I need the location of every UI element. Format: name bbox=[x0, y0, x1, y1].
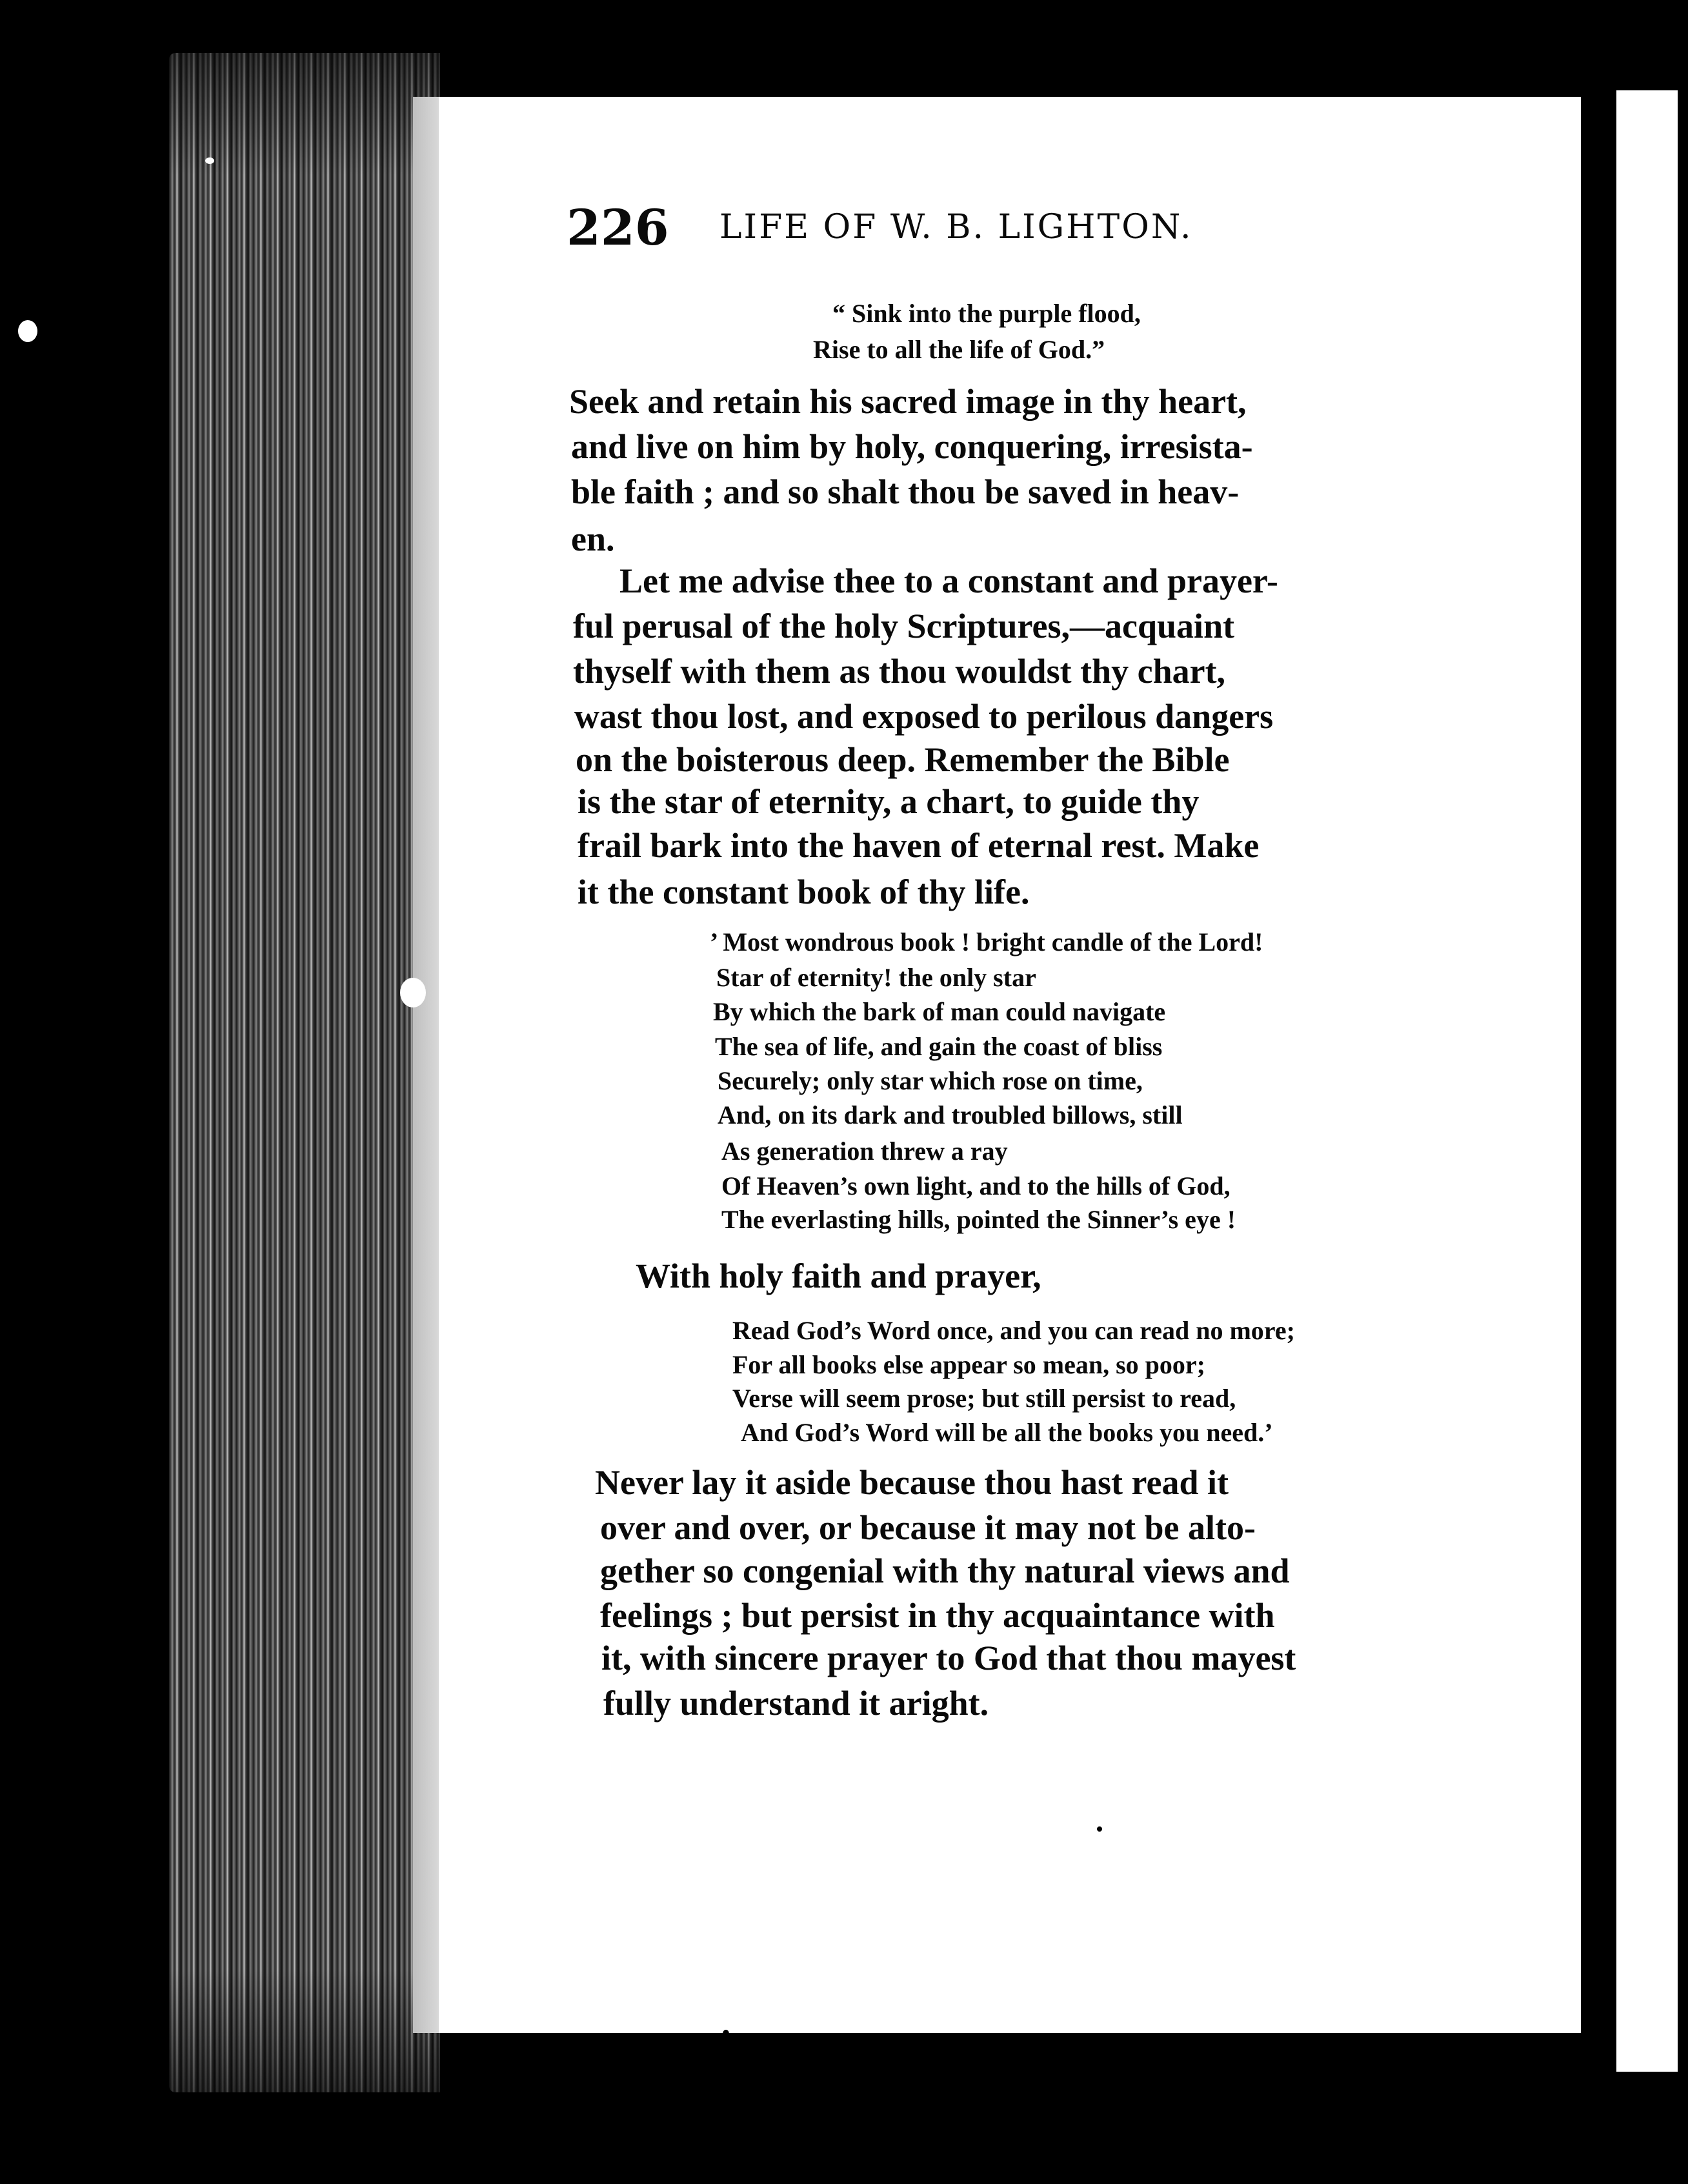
running-title: LIFE OF W. B. LIGHTON. bbox=[719, 208, 1193, 247]
paragraph-line: ful perusal of the holy Scriptures,—acquaint bbox=[573, 607, 1235, 645]
paragraph-line: en. bbox=[571, 520, 615, 558]
poem-line: Read God’s Word once, and you can read no more; bbox=[732, 1316, 1295, 1345]
poem-line: And God’s Word will be all the books you need.’ bbox=[741, 1418, 1273, 1447]
poem-line: For all books else appear so mean, so poor; bbox=[732, 1350, 1205, 1379]
poem-line: And, on its dark and troubled billows, still bbox=[718, 1100, 1183, 1129]
page-edges bbox=[169, 53, 440, 2092]
poem-line: ’ Most wondrous book ! bright candle of the Lord! bbox=[710, 927, 1263, 956]
paragraph-line: is the star of eternity, a chart, to guide thy bbox=[578, 782, 1200, 821]
couplet-line: Rise to all the life of God.” bbox=[813, 335, 1105, 364]
scan-speck bbox=[723, 2030, 729, 2037]
poem-line: Star of eternity! the only star bbox=[716, 963, 1036, 992]
poem-line: By which the bark of man could navigate bbox=[713, 997, 1166, 1026]
poem-line: As generation threw a ray bbox=[721, 1137, 1008, 1166]
scan-speck bbox=[400, 978, 426, 1007]
scan-speck bbox=[18, 320, 37, 342]
paragraph-line: gether so congenial with thy natural views and bbox=[600, 1552, 1290, 1590]
paragraph-line: on the boisterous deep. Remember the Bible bbox=[576, 740, 1230, 779]
paragraph-line: ble faith ; and so shalt thou be saved in heav- bbox=[571, 472, 1240, 511]
paragraph-line: thyself with them as thou wouldst thy chart, bbox=[573, 652, 1226, 691]
page-number: 226 bbox=[567, 199, 669, 256]
poem-line: The everlasting hills, pointed the Sinner’s eye ! bbox=[721, 1205, 1236, 1234]
paragraph-line: frail bark into the haven of eternal rest. Make bbox=[578, 826, 1260, 865]
paragraph-line: Let me advise thee to a constant and prayer- bbox=[619, 561, 1278, 600]
bridge-line: With holy faith and prayer, bbox=[636, 1257, 1041, 1295]
poem-line: The sea of life, and gain the coast of bliss bbox=[715, 1032, 1163, 1061]
poem-line: Securely; only star which rose on time, bbox=[718, 1066, 1143, 1095]
paragraph-line: fully understand it aright. bbox=[603, 1684, 989, 1723]
paragraph-line: feelings ; but persist in thy acquaintance with bbox=[600, 1596, 1275, 1635]
poem-line: Of Heaven’s own light, and to the hills of God, bbox=[721, 1171, 1231, 1200]
paragraph-line: Seek and retain his sacred image in thy heart, bbox=[569, 382, 1247, 421]
next-page-edge bbox=[1610, 90, 1678, 2072]
paragraph-line: and live on him by holy, conquering, irresista- bbox=[571, 427, 1253, 466]
poem-line: Verse will seem prose; but still persist to read, bbox=[732, 1384, 1236, 1413]
paragraph-line: over and over, or because it may not be alto- bbox=[600, 1508, 1256, 1547]
paragraph-line: Never lay it aside because thou hast read it bbox=[595, 1463, 1229, 1502]
paragraph-line: it, with sincere prayer to God that thou mayest bbox=[601, 1639, 1296, 1677]
paragraph-line: it the constant book of thy life. bbox=[578, 873, 1030, 911]
scan-speck bbox=[1097, 1826, 1102, 1832]
couplet-line: “ Sink into the purple flood, bbox=[832, 299, 1141, 328]
scan-speck bbox=[205, 157, 214, 164]
paragraph-line: wast thou lost, and exposed to perilous dangers bbox=[574, 697, 1274, 736]
